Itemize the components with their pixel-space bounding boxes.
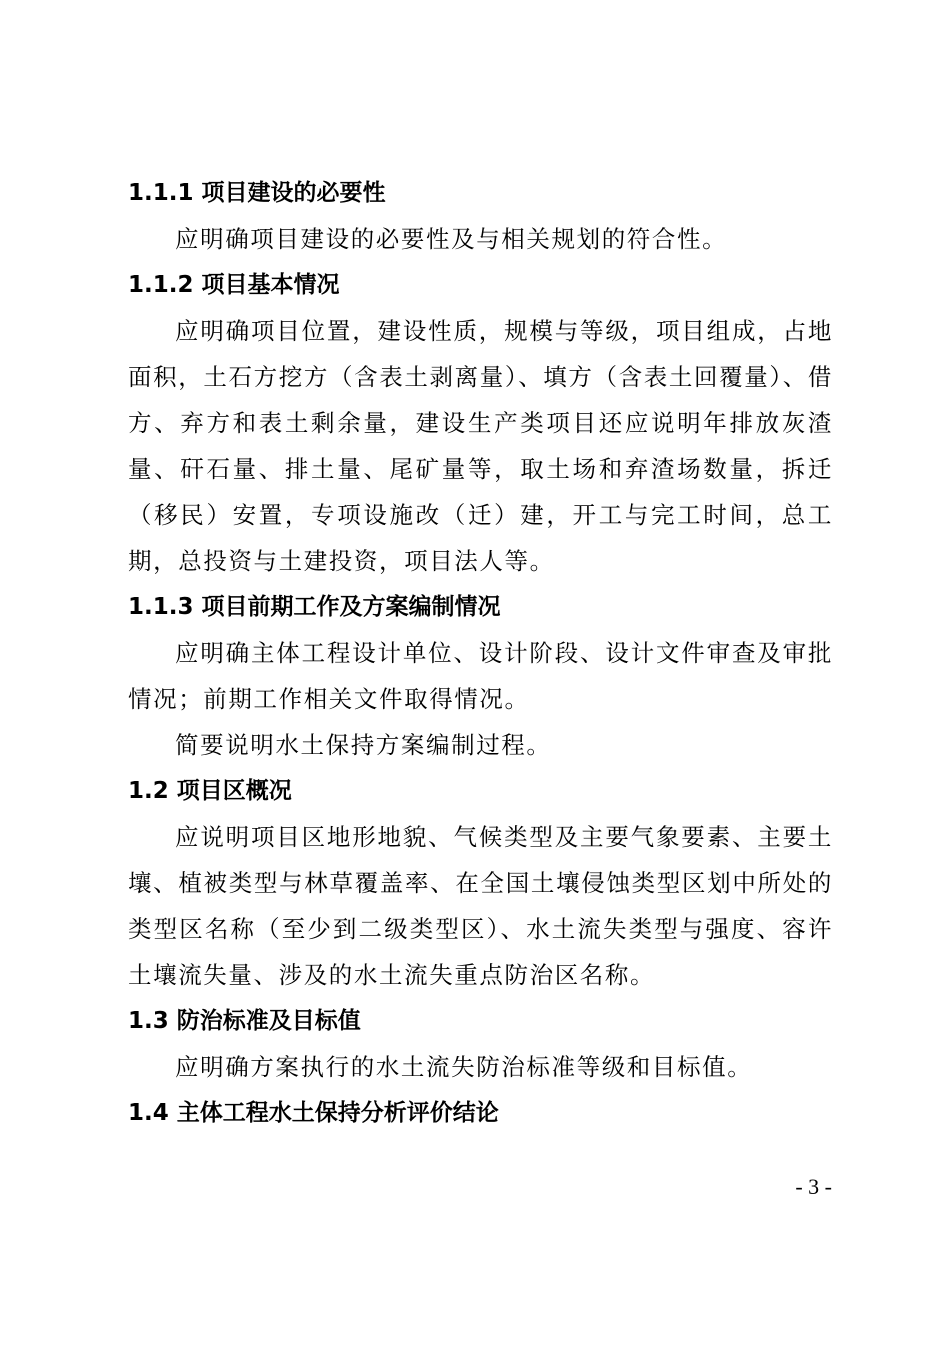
section-heading-1-4: 1.4 主体工程水土保持分析评价结论 xyxy=(128,1100,499,1126)
section-paragraph: 应明确项目位置，建设性质，规模与等级，项目组成，占地面积，土石方挖方（含表土剥离量）、填方（含表土回覆量）、借方、弃方和表土剩余量，建设生产类项目还应说明年排放灰渣量、矸石量、排土量、尾矿量等，取土场和弃渣场数量，拆迁（移民）安置，专项设施改（迁）建，开工与完工时间，总工期，总投资与土建投资，项目法人等。 xyxy=(128,317,833,575)
section-heading-1-3: 1.3 防治标准及目标值 xyxy=(128,1008,361,1034)
section-paragraph: 应明确主体工程设计单位、设计阶段、设计文件审查及审批情况；前期工作相关文件取得情况。 xyxy=(128,639,833,713)
section-heading-1-1-1: 1.1.1 项目建设的必要性 xyxy=(128,180,386,206)
section-paragraph: 应明确方案执行的水土流失防治标准等级和目标值。 xyxy=(175,1053,753,1081)
section-heading-1-1-3: 1.1.3 项目前期工作及方案编制情况 xyxy=(128,594,501,620)
section-paragraph: 应明确项目建设的必要性及与相关规划的符合性。 xyxy=(175,225,728,253)
section-heading-1-2: 1.2 项目区概况 xyxy=(128,778,292,804)
page-number: - 3 - xyxy=(795,1174,832,1199)
document-body xyxy=(128,170,833,1136)
section-paragraph: 应说明项目区地形地貌、气候类型及主要气象要素、主要土壤、植被类型与林草覆盖率、在全国土壤侵蚀类型区划中所处的类型区名称（至少到二级类型区）、水土流失类型与强度、容许土壤流失量、涉及的水土流失重点防治区名称。 xyxy=(128,823,833,989)
section-heading-1-1-2: 1.1.2 项目基本情况 xyxy=(128,272,340,298)
section-paragraph: 简要说明水土保持方案编制过程。 xyxy=(175,731,552,759)
